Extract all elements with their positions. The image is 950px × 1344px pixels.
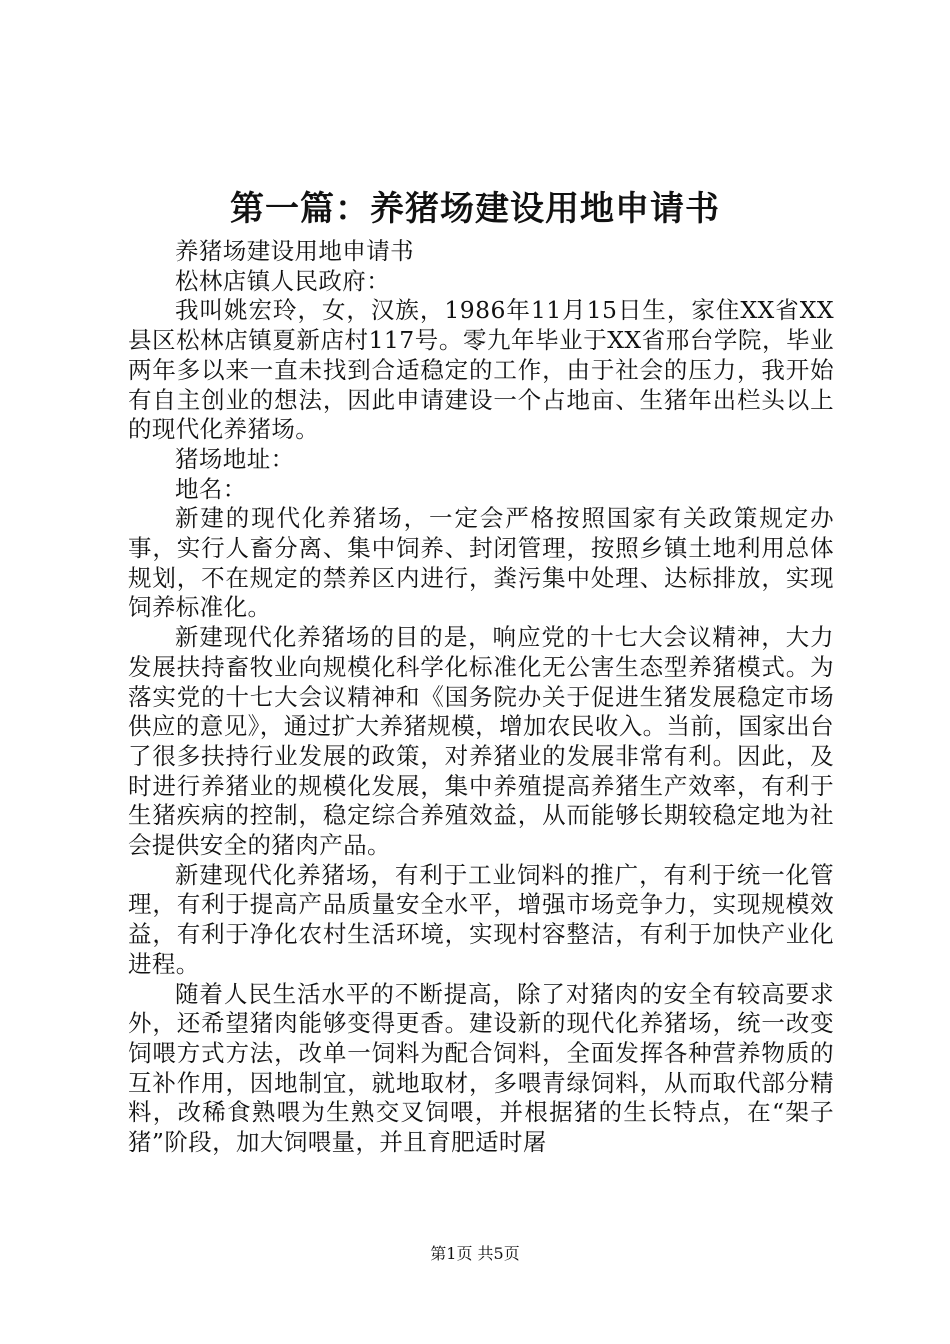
paragraph-purpose: 新建现代化养猪场的目的是，响应党的十七大会议精神，大力发展扶持畜牧业向规模化科学化标准化无公害生态型养猪模式。为落实党的十七大会议精神和《国务院办关于促进生猪发展稳定市场供应的意见》，通过扩大养猪规模，增加农民收入。当前，国家出台了很多扶持行业发展的政策，对养猪业的发展非常有利。因此，及时进行养猪业的规模化发展，集中养殖提高养猪生产效率，有利于生猪疾病的控制，稳定综合养殖效益，从而能够长期较稳定地为社会提供安全的猪肉产品。: [128, 623, 834, 860]
paragraph-farm-address: 猪场地址：: [175, 444, 295, 473]
paragraph-addressee: 松林店镇人民政府：: [175, 266, 391, 295]
page-footer: 第1页 共5页: [430, 1244, 520, 1263]
paragraph-regulations: 新建的现代化养猪场，一定会严格按照国家有关政策规定办事，实行人畜分离、集中饲养、封闭管理，按照乡镇土地利用总体规划，不在规定的禁养区内进行，粪污集中处理、达标排放，实现饲养标准化。: [128, 504, 834, 622]
paragraph-place-name: 地名：: [175, 474, 247, 503]
paragraph-introduction: 我叫姚宏玲，女，汉族，1986年11月15日生，家住XX省XX县区松林店镇夏新店村117号。零九年毕业于XX省邢台学院，毕业两年多以来一直未找到合适稳定的工作，由于社会的压力，我开始有自主创业的想法，因此申请建设一个占地亩、生猪年出栏头以上的现代化养猪场。: [128, 296, 834, 444]
document-body: [128, 237, 834, 1158]
paragraph-heading: 养猪场建设用地申请书: [175, 237, 414, 265]
paragraph-benefits: 新建现代化养猪场，有利于工业饲料的推广，有利于统一化管理，有利于提高产品质量安全水平，增强市场竞争力，实现规模效益，有利于净化农村生活环境，实现村容整洁，有利于加快产业化进程。: [128, 860, 834, 978]
paragraph-feeding: 随着人民生活水平的不断提高，除了对猪肉的安全有较高要求外，还希望猪肉能够变得更香。建设新的现代化养猪场，统一改变饲喂方式方法，改单一饲料为配合饲料，全面发挥各种营养物质的互补作用，因地制宜，就地取材，多喂青绿饲料，从而取代部分精料，改稀食熟喂为生熟交叉饲喂，并根据猪的生长特点，在“架子猪”阶段，加大饲喂量，并且育肥适时屠: [128, 979, 834, 1157]
document-title: 第一篇：养猪场建设用地申请书: [230, 189, 720, 229]
